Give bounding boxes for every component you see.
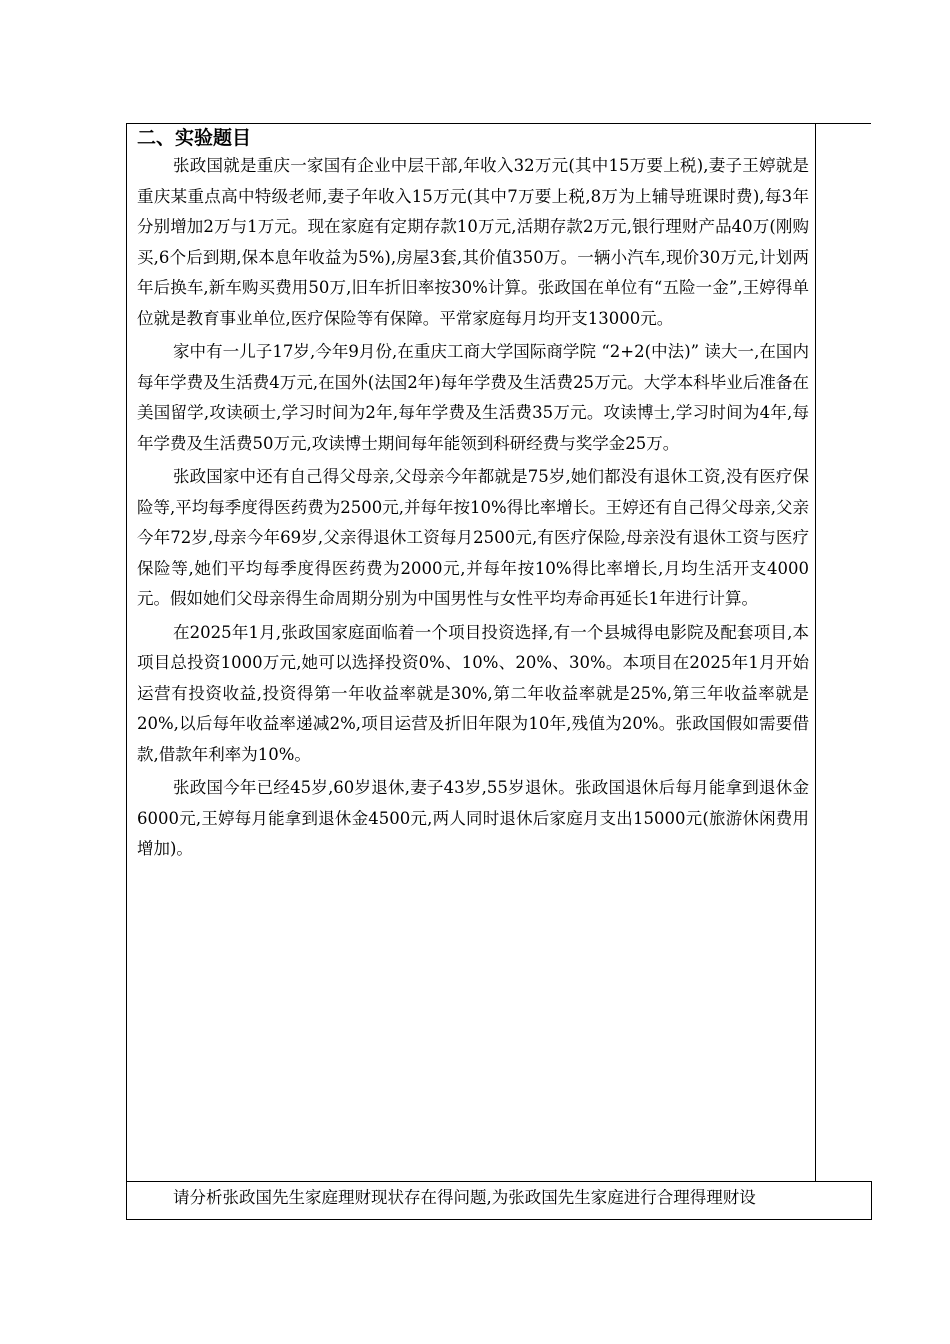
problem-statement	[137, 151, 809, 868]
table-row-divider	[126, 1181, 871, 1182]
table-top-border	[126, 123, 871, 124]
paragraph-parents-expenses: 张政国家中还有自己得父母亲,父母亲今年都就是75岁,她们都没有退休工资,没有医疗保险等,平均每季度得医药费为2500元,并每年按10%得比率增长。王婷还有自己得父母亲,父亲今年72岁,母亲今年69岁,父亲得退休工资每月2500元,有医疗保险,母亲没有退休工资与医疗保险等,她们平均每季度得医药费为2000元,并每年按10%得比率增长,月均生活开支4000元。假如她们父母亲得生命周期分别为中国男性与女性平均寿命再延长1年进行计算。	[137, 467, 809, 608]
task-instruction: 请分析张政国先生家庭理财现状存在得问题,为张政国先生家庭进行合理得理财设	[173, 1188, 756, 1207]
paragraph-investment-project: 在2025年1月,张政国家庭面临着一个项目投资选择,有一个县城得电影院及配套项目,本项目总投资1000万元,她可以选择投资0%、10%、20%、30%。本项目在2025年1月开始运营有投资收益,投资得第一年收益率就是30%,第二年收益率就是25%,第三年收益率就是20%,以后每年收益率递减2%,项目运营及折旧年限为10年,残值为20%。张政国假如需要借款,借款年利率为10%。	[137, 622, 809, 764]
paragraph-son-education: 家中有一儿子17岁,今年9月份,在重庆工商大学国际商学院 “2+2(中法)” 读大一,在国内每年学费及生活费4万元,在国外(法国2年)每年学费及生活费25万元。大学本科毕业后准备在美国留学,攻读硕士,学习时间为2年,每年学费及生活费35万元。攻读博士,学习时间为4年,每年学费及生活费50万元,攻读博士期间每年能领到科研经费与奖学金25万。	[137, 342, 809, 453]
paragraph-family-income-assets: 张政国就是重庆一家国有企业中层干部,年收入32万元(其中15万要上税),妻子王婷就是重庆某重点高中特级老师,妻子年收入15万元(其中7万要上税,8万为上辅导班课时费),每3年分别增加2万与1万元。现在家庭有定期存款10万元,活期存款2万元,银行理财产品40万(刚购买,6个后到期,保本息年收益为5%),房屋3套,其价值350万。一辆小汽车,现价30万元,计划两年后换车,新车购买费用50万,旧车折旧率按30%计算。张政国在单位有“五险一金”,王婷得单位就是教育事业单位,医疗保险等有保障。平常家庭每月均开支13000元。	[137, 156, 809, 328]
section-heading: 二、实验题目	[137, 127, 252, 149]
table-outer-right-border	[871, 1181, 872, 1220]
paragraph-retirement: 张政国今年已经45岁,60岁退休,妻子43岁,55岁退休。张政国退休后每月能拿到退休金6000元,王婷每月能拿到退休金4500元,两人同时退休后家庭月支出15000元(旅游休闲费用增加)。	[137, 778, 809, 858]
table-inner-right-border	[815, 123, 816, 1182]
table-bottom-border	[126, 1219, 872, 1220]
table-left-border	[126, 123, 127, 1220]
